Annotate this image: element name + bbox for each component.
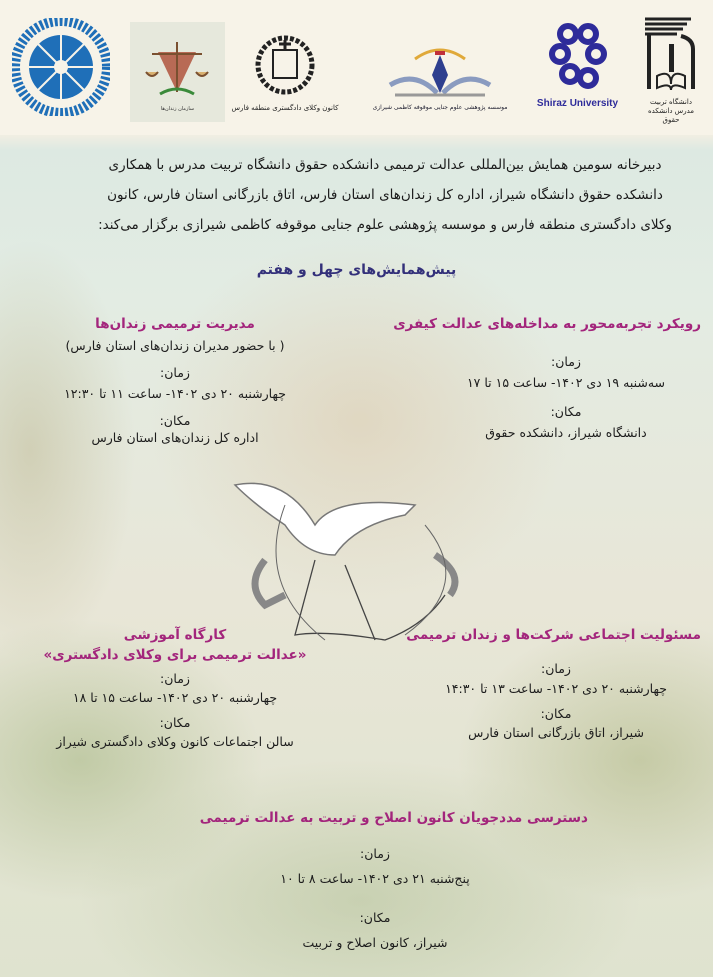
event-workshop: [40, 627, 310, 749]
event-time: سه‌شنبه ۱۹ دی ۱۴۰۲- ساعت ۱۵ تا ۱۷: [466, 375, 666, 390]
place-label: مکان:: [540, 706, 572, 721]
event-time: چهارشنبه ۲۰ دی ۱۴۰۲- ساعت ۱۳ تا ۱۴:۳۰: [445, 681, 667, 696]
event-place: دانشگاه شیراز، دانشکده حقوق: [485, 425, 647, 440]
dove-hands-illustration: [225, 465, 485, 645]
event-title: دسترسی مددجویان کانون اصلاح و تربیت به عدالت ترمیمی: [199, 810, 588, 826]
place-label: مکان:: [159, 715, 191, 730]
place-label: مکان:: [159, 413, 191, 428]
subtitle: پیش‌همایش‌های چهل و هفتم: [256, 262, 457, 278]
place-label: مکان:: [359, 910, 391, 925]
event-note: ( با حضور مدیران زندان‌های استان فارس): [65, 338, 285, 353]
event-juvenile-access: [150, 810, 600, 950]
book-pen-icon: [385, 45, 495, 100]
kazemi-institute-logo: [365, 45, 515, 120]
tarbiat-modares-text: دانشگاه تربیت مدرس دانشکده حقوق: [647, 98, 695, 125]
time-label: زمان:: [551, 354, 581, 369]
place-label: مکان:: [550, 404, 582, 419]
logo-bar: [0, 0, 713, 135]
chamber-emblem-icon: [12, 18, 110, 116]
prisons-logo: [130, 22, 225, 122]
event-subtitle: «عدالت ترمیمی برای وکلای دادگستری»: [43, 647, 307, 663]
event-csr: [406, 627, 701, 740]
intro-line: وکلای دادگستری منطقه فارس و موسسه پژوهشی علوم جنایی موقوفه کاظمی شیرازی برگزار می‌کند:: [98, 217, 672, 233]
time-label: زمان:: [160, 365, 190, 380]
event-time: چهارشنبه ۲۰ دی ۱۴۰۲- ساعت ۱۱ تا ۱۲:۳۰: [64, 386, 286, 401]
wreath-emblem-icon: [255, 30, 315, 100]
event-title: مسئولیت اجتماعی شرکت‌ها و زندان ترمیمی: [406, 627, 701, 643]
event-title: رویکرد تجربه‌محور به مداخله‌های عدالت کیفری: [393, 316, 701, 332]
event-place: شیراز، اتاق بازرگانی استان فارس: [468, 725, 644, 740]
time-label: زمان:: [160, 671, 190, 686]
shiraz-university-text: Shiraz University: [536, 98, 619, 109]
chamber-of-commerce-logo: [12, 18, 110, 116]
arch-book-icon: [641, 14, 701, 94]
event-time: چهارشنبه ۲۰ دی ۱۴۰۲- ساعت ۱۵ تا ۱۸: [72, 690, 278, 705]
event-place: شیراز، کانون اصلاح و تربیت: [302, 935, 448, 950]
event-title: کارگاه آموزشی: [123, 627, 227, 643]
event-experience-approach: [393, 316, 701, 440]
prisons-text: سازمان زندان‌ها: [160, 106, 195, 112]
event-title: مدیریت ترمیمی زندان‌ها: [95, 316, 255, 332]
fars-bar-logo: [230, 30, 340, 125]
intro-line: دبیرخانه سومین همایش بین‌المللی عدالت ترمیمی دانشکده حقوق دانشگاه تربیت مدرس با همکاری: [108, 157, 662, 173]
event-prison-management: [40, 316, 310, 445]
scales-of-justice-icon: [130, 22, 225, 102]
intro-line: دانشکده حقوق دانشگاه شیراز، اداره کل زندان‌های استان فارس، اتاق بازرگانی استان فارس، کانون: [107, 187, 663, 203]
event-place: سالن اجتماعات کانون وکلای دادگستری شیراز: [56, 734, 294, 749]
shiraz-emblem-icon: [548, 22, 608, 94]
time-label: زمان:: [360, 846, 390, 861]
kazemi-institute-text: موسسه پژوهشی علوم جنایی موقوفه کاظمی شیرازی: [372, 104, 508, 111]
intro-paragraph: [60, 150, 710, 240]
tarbiat-modares-logo: [641, 14, 701, 124]
shiraz-university-logo: [530, 22, 625, 122]
event-time: پنج‌شنبه ۲۱ دی ۱۴۰۲- ساعت ۸ تا ۱۰: [280, 871, 470, 886]
fars-bar-text: کانون وکلای دادگستری منطقه فارس: [231, 104, 339, 112]
event-place: اداره کل زندان‌های استان فارس: [91, 430, 259, 445]
time-label: زمان:: [541, 661, 571, 676]
